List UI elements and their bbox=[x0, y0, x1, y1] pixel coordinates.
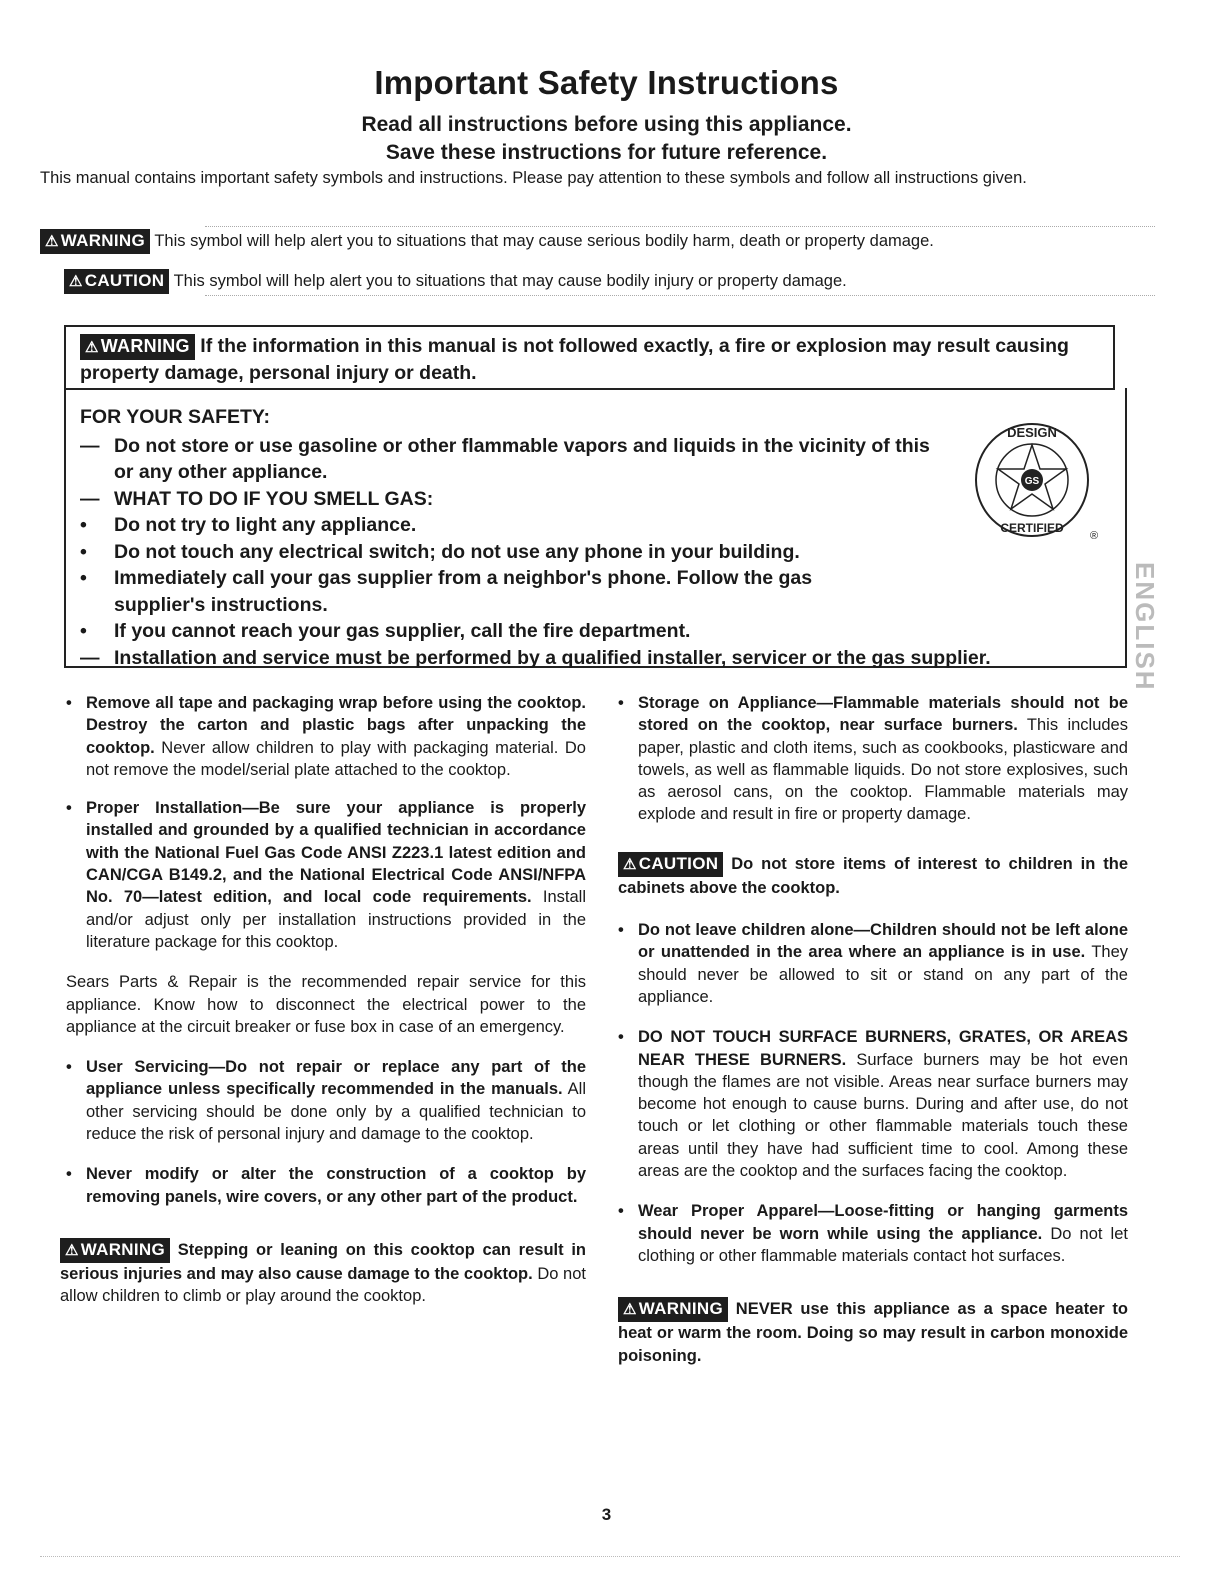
alert-triangle-icon: ⚠ bbox=[65, 1241, 79, 1259]
warning-badge: ⚠ WARNING bbox=[40, 229, 150, 254]
warning-paragraph: ⚠ WARNING Stepping or leaning on this cooktop can result in serious injuries and may also cause damage to the cooktop. Do not allow children to climb or play around the cooktop. bbox=[60, 1239, 586, 1306]
warning-badge: ⚠ WARNING bbox=[60, 1238, 170, 1263]
caution-symbol-row bbox=[64, 269, 847, 294]
safety-item: • Immediately call your gas supplier from a neighbor's phone. Follow the gas supplier's instructions. bbox=[80, 567, 813, 616]
warning-box-text: ⚠ WARNING If the information in this manual is not followed exactly, a fire or explosion may result causing property damage, personal injury or death. bbox=[80, 335, 1069, 384]
warning-badge: ⚠ WARNING bbox=[618, 1297, 728, 1322]
list-item: • Never modify or alter the construction of a cooktop by removing panels, wire covers, or any other part of the product. bbox=[66, 1165, 586, 1206]
alert-triangle-icon: ⚠ bbox=[623, 1301, 637, 1319]
safety-heading: FOR YOUR SAFETY: bbox=[80, 406, 270, 428]
bottom-rule bbox=[40, 1556, 1180, 1557]
page-number: 3 bbox=[601, 1505, 612, 1524]
safety-item: • Do not touch any electrical switch; do not use any phone in your building. bbox=[80, 540, 800, 563]
caution-badge: ⚠ CAUTION bbox=[618, 852, 723, 877]
left-column bbox=[60, 692, 587, 1308]
dotted-rule bbox=[205, 226, 1155, 227]
list-item: • Wear Proper Apparel—Loose-fitting or hanging garments should never be worn while using the appliance. Do not let clothing or other flammable materials contact hot surfaces. bbox=[618, 1202, 1128, 1265]
warning-paragraph: ⚠ WARNING NEVER use this appliance as a space heater to heat or warm the room. Doing so may result in carbon monoxide poisoning. bbox=[618, 1299, 1128, 1365]
alert-triangle-icon: ⚠ bbox=[85, 338, 99, 356]
safety-item: — Do not store or use gasoline or other flammable vapors and liquids in the vicinity of this or any other appliance. bbox=[80, 434, 930, 483]
safety-item: • Do not try to light any appliance. bbox=[80, 514, 417, 536]
alert-triangle-icon: ⚠ bbox=[623, 855, 637, 873]
language-side-tab: ENGLISH bbox=[1130, 562, 1160, 692]
safety-item: — WHAT TO DO IF YOU SMELL GAS: bbox=[80, 487, 434, 510]
warning-symbol-text: This symbol will help alert you to situations that may cause serious bodily harm, death or property damage. bbox=[154, 232, 934, 250]
warning-symbol-row bbox=[40, 229, 934, 254]
right-column bbox=[618, 692, 1128, 1367]
intro-paragraph: This manual contains important safety symbols and instructions. Please pay attention to these symbols and follow all instructions given. bbox=[40, 169, 1027, 187]
subtitle-read: Read all instructions before using this appliance. bbox=[361, 113, 852, 136]
safety-item: • If you cannot reach your gas supplier, call the fire department. bbox=[80, 620, 691, 642]
seal-bottom-text: CERTIFIED bbox=[1000, 521, 1064, 535]
alert-triangle-icon: ⚠ bbox=[69, 273, 83, 291]
caution-badge: ⚠ CAUTION bbox=[64, 269, 169, 294]
safety-item: — Installation and service must be performed by a qualified installer, servicer or the gas supplier. bbox=[80, 646, 991, 669]
subtitle-save: Save these instructions for future reference. bbox=[385, 141, 828, 164]
caution-paragraph: ⚠ CAUTION Do not store items of interest to children in the cabinets above the cooktop. bbox=[618, 853, 1128, 897]
list-item: • Remove all tape and packaging wrap before using the cooktop. Destroy the carton and plastic bags after unpacking the cooktop. Never allow children to play with packaging material. Do not remove the model/serial plate attached to the cooktop. bbox=[66, 694, 586, 779]
list-item: • Do not leave children alone—Children should not be left alone or unattended in the area where an appliance is in use. They should never be allowed to sit or stand on any part of the appliance. bbox=[618, 921, 1128, 1006]
dotted-rule bbox=[205, 295, 1155, 296]
repair-service-paragraph: Sears Parts & Repair is the recommended repair service for this appliance. Know how to disconnect the electrical power to the appliance at the circuit breaker or fuse box in case of an emergency. bbox=[66, 973, 586, 1036]
seal-center-text: GS bbox=[1024, 476, 1040, 487]
for-your-safety bbox=[80, 404, 1120, 671]
registered-mark: ® bbox=[1090, 530, 1099, 542]
list-item: • Proper Installation—Be sure your appliance is properly installed and grounded by a qualified technician in accordance with the National Fuel Gas Code ANSI Z223.1 latest edition and CAN/CGA B149.2, and the National Electrical Code ANSI/NFPA No. 70—latest edition, and local code requirements. Install and/or adjust only per installation instructions provided in the literature package for this cooktop. bbox=[66, 799, 587, 951]
design-certified-seal bbox=[970, 415, 1100, 545]
warning-badge: ⚠ WARNING bbox=[80, 334, 195, 360]
seal-top-text: DESIGN bbox=[1007, 425, 1057, 440]
list-item: • Storage on Appliance—Flammable materials should not be stored on the cooktop, near surface burners. This includes paper, plastic and cloth items, such as cookbooks, plasticware and towels, as well as flammable liquids. Do not store explosives, such as aerosol cans, on the cooktop. Flammable materials may explode and result in fire or property damage. bbox=[618, 694, 1128, 824]
alert-triangle-icon: ⚠ bbox=[45, 233, 59, 251]
page-title: Important Safety Instructions bbox=[374, 64, 839, 101]
caution-symbol-text: This symbol will help alert you to situations that may cause bodily injury or property damage. bbox=[173, 272, 847, 290]
list-item: • DO NOT TOUCH SURFACE BURNERS, GRATES, OR AREAS NEAR THESE BURNERS. Surface burners may be hot even though the flames are not visible. Areas near surface burners may become hot enough to cause burns. During and after use, do not touch or let clothing or other flammable materials touch these areas until they have had sufficient time to cool. Among these areas are the cooktop and the surfaces facing the cooktop. bbox=[618, 1028, 1129, 1181]
list-item: • User Servicing—Do not repair or replace any part of the appliance unless specifically recommended in the manuals. All other servicing should be done only by a qualified technician to reduce the risk of personal injury and damage to the cooktop. bbox=[66, 1058, 586, 1144]
